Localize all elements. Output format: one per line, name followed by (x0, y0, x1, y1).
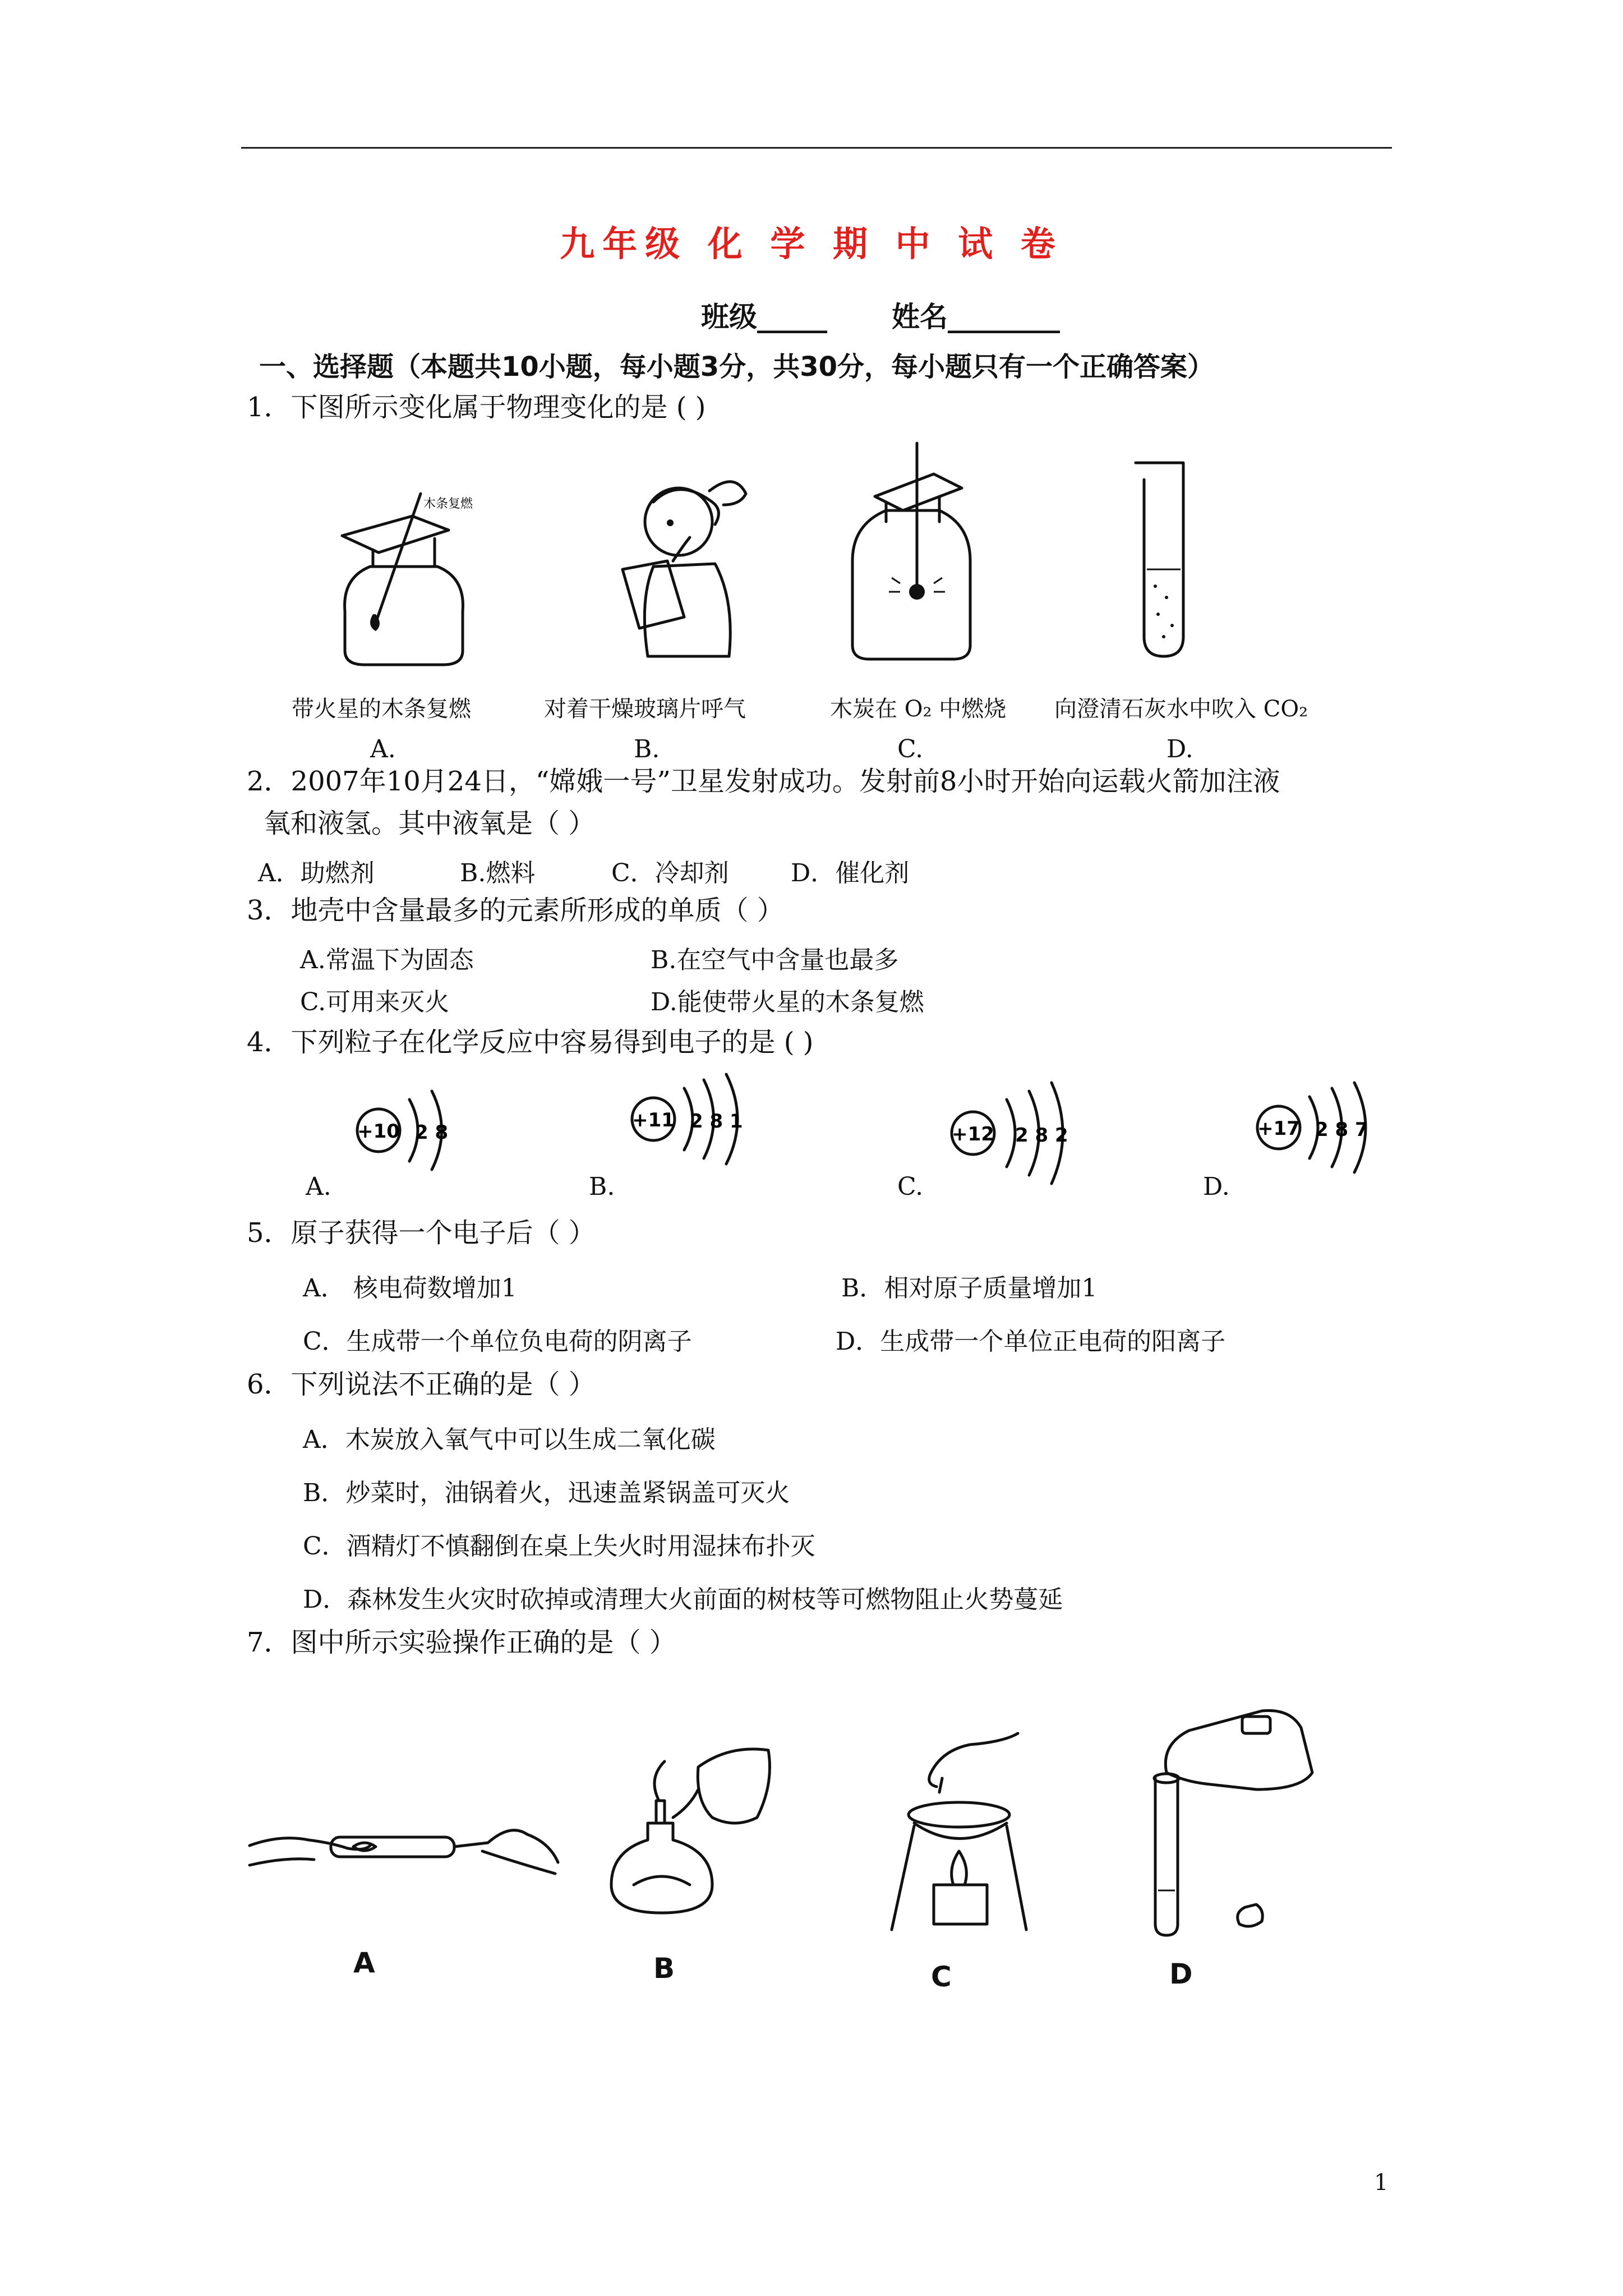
question-2-line-1: 2．2007年10月24日，“嫦娥一号”卫星发射成功。发射前8小时开始向运载火箭加注液 (247, 766, 1280, 797)
q4-letter-c: C. (897, 1172, 924, 1201)
svg-text:2 8 1: 2 8 1 (690, 1110, 743, 1133)
question-7: 7．图中所示实验操作正确的是（ ） (247, 1627, 676, 1658)
question-6: 6．下列说法不正确的是（ ） (247, 1369, 596, 1400)
q3-option-d: D.能使带火星的木条复燃 (651, 988, 924, 1016)
class-field-label: 班级_____ (701, 301, 827, 333)
atom-diagram-c (948, 1077, 1094, 1184)
q1-letter-c: C. (897, 735, 924, 763)
page-title: 九年级 化 学 期 中 试 卷 (560, 223, 1063, 264)
figure-charcoal-burning (841, 443, 987, 668)
caption-a: 带火星的木条复燃 (292, 696, 471, 722)
q4-letter-a: A. (306, 1172, 331, 1201)
svg-text:2 8 2: 2 8 2 (1015, 1124, 1068, 1147)
figure-evaporating-dish (880, 1733, 1049, 1935)
q4-letter-b: B. (589, 1172, 615, 1201)
q3-option-a: A.常温下为固态 (300, 946, 474, 974)
svg-text:+10: +10 (357, 1120, 400, 1143)
splint-label: 木条复燃 (423, 497, 473, 511)
atom-diagram-d (1253, 1074, 1399, 1175)
q1-letter-a: A. (370, 735, 396, 763)
svg-text:2 8 7: 2 8 7 (1315, 1119, 1368, 1141)
figure-heating-test-tube (247, 1767, 561, 1879)
figure-splint-bottle (320, 471, 488, 668)
q7-letter-d: D (1169, 1958, 1193, 1990)
atom-diagram-a (353, 1077, 465, 1178)
q2-option-a: A．助燃剂 (258, 859, 375, 887)
question-3: 3．地壳中含量最多的元素所形成的单质（ ） (247, 895, 784, 926)
q5-option-a: A． 核电荷数增加1 (303, 1274, 517, 1303)
q6-option-a: A．木炭放入氧气中可以生成二氧化碳 (303, 1425, 716, 1454)
caption-d: 向澄清石灰水中吹入 CO₂ (1054, 696, 1308, 722)
q2-option-b: B.燃料 (460, 859, 536, 887)
atom-diagram-b (628, 1066, 763, 1167)
section-heading: 一、选择题（本题共10小题，每小题3分，共30分，每小题只有一个正确答案） (259, 351, 1214, 383)
question-2-line-2: 氧和液氢。其中液氧是（ ） (264, 808, 596, 839)
page-number: 1 (1374, 2170, 1389, 2196)
header-rule (241, 147, 1392, 149)
q6-option-d: D．森林发生火灾时砍掉或清理大火前面的树枝等可燃物阻止火势蔓延 (303, 1585, 1063, 1614)
q7-letter-c: C (931, 1961, 952, 1993)
q5-option-d: D．生成带一个单位正电荷的阳离子 (836, 1327, 1226, 1356)
q1-letter-b: B. (634, 735, 660, 763)
svg-text:+17: +17 (1257, 1117, 1300, 1140)
q2-option-d: D．催化剂 (791, 859, 910, 887)
figure-lighting-alcohol-lamp (600, 1733, 780, 1930)
svg-text:+11: +11 (632, 1109, 675, 1131)
figure-person-breathing (600, 471, 785, 673)
q3-option-b: B.在空气中含量也最多 (651, 946, 899, 974)
question-5: 5．原子获得一个电子后（ ） (247, 1217, 596, 1249)
svg-text:2 8: 2 8 (415, 1121, 449, 1144)
svg-text:+12: +12 (952, 1123, 994, 1145)
figure-pouring-liquid (1144, 1705, 1346, 1941)
q7-letter-b: B (653, 1952, 675, 1985)
q7-letter-a: A (353, 1947, 375, 1979)
figure-test-tube-co2 (1127, 457, 1228, 665)
q3-option-c: C.可用来灭火 (300, 988, 450, 1016)
q4-letter-d: D. (1203, 1172, 1230, 1201)
q5-option-b: B．相对原子质量增加1 (841, 1274, 1098, 1303)
question-4: 4．下列粒子在化学反应中容易得到电子的是 ( ) (247, 1027, 814, 1058)
q2-option-c: C．冷却剂 (611, 859, 729, 887)
q6-option-c: C．酒精灯不慎翻倒在桌上失火时用湿抹布扑灭 (303, 1532, 815, 1561)
q1-letter-d: D. (1166, 735, 1193, 763)
name-field-label: 姓名________ (892, 301, 1060, 333)
caption-c: 木炭在 O₂ 中燃烧 (830, 696, 1007, 722)
q6-option-b: B．炒菜时，油锅着火，迅速盖紧锅盖可灭火 (303, 1479, 790, 1507)
question-1: 1．下图所示变化属于物理变化的是 ( ) (247, 392, 706, 423)
caption-b: 对着干燥玻璃片呼气 (544, 696, 746, 722)
q5-option-c: C．生成带一个单位负电荷的阴离子 (303, 1327, 692, 1356)
